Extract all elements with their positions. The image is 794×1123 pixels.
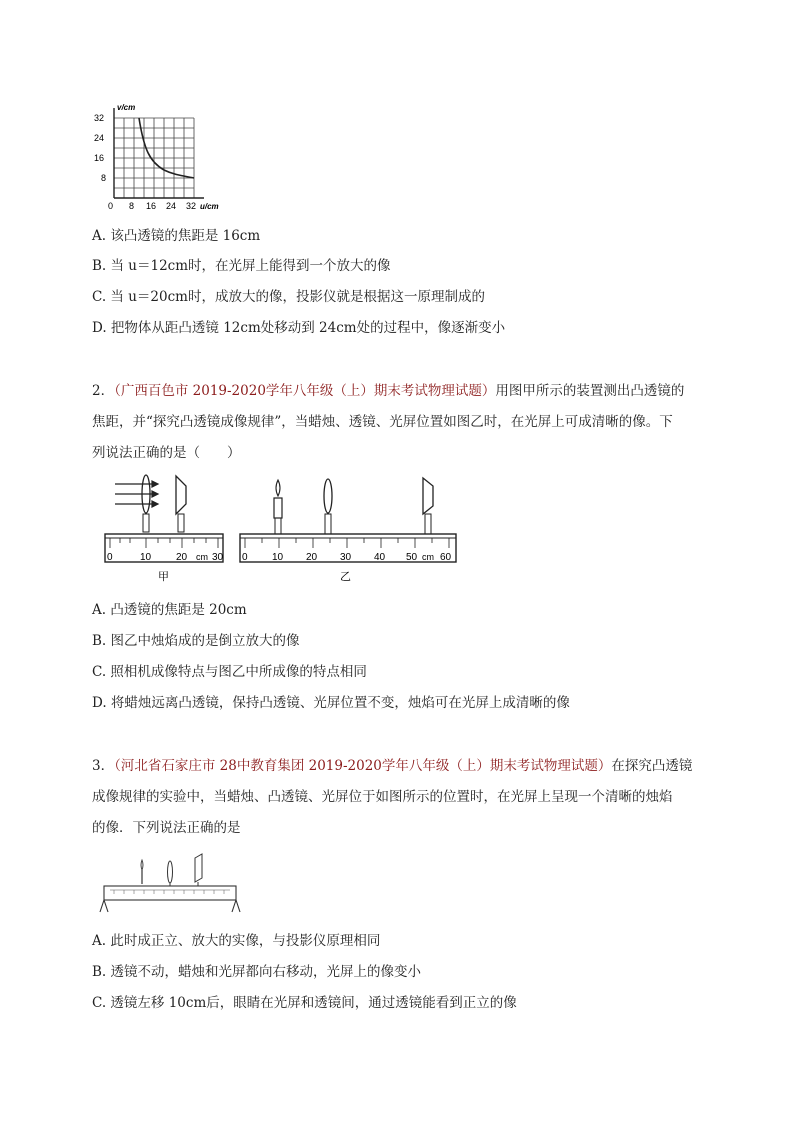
- q3-option-a: A. 此时成正立、放大的实像，与投影仪原理相同: [92, 933, 381, 949]
- convex-lens-icon: [324, 479, 332, 513]
- y-tick: 32: [94, 113, 105, 123]
- x-axis-label: u/cm: [200, 202, 219, 211]
- q1-option-c: C. 当 u＝20cm时，成放大的像，投影仪就是根据这一原理制成的: [92, 289, 485, 305]
- ruler-tick: 30: [340, 552, 352, 563]
- q2-option-b: B. 图乙中烛焰成的是倒立放大的像: [92, 633, 300, 649]
- v-u-graph: [92, 100, 232, 215]
- q2-option-d: D. 将蜡烛远离凸透镜，保持凸透镜、光屏位置不变，烛焰可在光屏上成清晰的像: [92, 695, 570, 711]
- ruler-tick: 10: [272, 552, 284, 563]
- ruler-tick: 20: [306, 552, 318, 563]
- candle-icon: [274, 498, 282, 518]
- q2-stem-line3: 列说法正确的是（ ）: [92, 445, 241, 461]
- q2-option-c: C. 照相机成像特点与图乙中所成像的特点相同: [92, 664, 367, 680]
- ruler-tick: cm: [422, 552, 434, 562]
- q3-option-c: C. 透镜左移 10cm后，眼睛在光屏和透镜间，通过透镜能看到正立的像: [92, 995, 517, 1011]
- ruler-tick: 60: [440, 552, 452, 563]
- y-tick: 24: [94, 133, 105, 143]
- screen-icon: [195, 854, 202, 882]
- flame-icon: [276, 480, 280, 496]
- figure-yi: [240, 478, 456, 583]
- x-tick: 8: [129, 201, 135, 211]
- screen-icon: [176, 476, 186, 514]
- y-tick: 8: [101, 173, 107, 183]
- convex-lens-icon: [168, 861, 173, 883]
- ruler-tick: 20: [176, 552, 188, 563]
- ruler-tick: 10: [140, 552, 152, 563]
- y-axis-label: v/cm: [117, 103, 136, 112]
- q3-stem-line2: 成像规律的实验中，当蜡烛、凸透镜、光屏位于如图所示的位置时，在光屏上呈现一个清晰的烛焰: [92, 789, 673, 805]
- x-tick: 32: [186, 201, 197, 211]
- x-tick: 16: [146, 201, 157, 211]
- x-tick: 0: [108, 201, 114, 211]
- q1-option-d: D. 把物体从距凸透镜 12cm处移动到 24cm处的过程中，像逐渐变小: [92, 320, 506, 336]
- q1-option-a: A. 该凸透镜的焦距是 16cm: [92, 228, 261, 244]
- q3-optical-bench-figure: [96, 850, 246, 915]
- q3-stem-text: 在探究凸透镜: [611, 758, 693, 774]
- q2-stem-line2: 焦距，并“探究凸透镜成像规律”，当蜡烛、透镜、光屏位置如图乙时，在光屏上可成清晰的像。下: [92, 414, 673, 430]
- screen-icon: [423, 478, 433, 514]
- q3-option-b: B. 透镜不动，蜡烛和光屏都向右移动，光屏上的像变小: [92, 964, 422, 980]
- ruler-tick: 30: [212, 552, 224, 563]
- flame-icon: [141, 860, 143, 870]
- q3-source: （河北省石家庄市 28中教育集团 2019-2020学年八年级（上）期末考试物理试题）: [114, 758, 612, 774]
- q2-number: 2．: [92, 383, 115, 399]
- q2-stem-text: 用图甲所示的装置测出凸透镜的: [495, 383, 685, 399]
- ruler-tick: 40: [374, 552, 386, 563]
- q2-source: （广西百色市 2019-2020学年八年级（上）期末考试物理试题）: [114, 383, 496, 399]
- figure-label-jia: 甲: [158, 571, 169, 583]
- q3-stem-line3: 的像．下列说法正确的是: [92, 820, 241, 836]
- ruler-tick: 50: [406, 552, 418, 563]
- ruler-tick: 0: [242, 552, 248, 563]
- figure-label-yi: 乙: [340, 571, 351, 583]
- ruler-tick: 0: [107, 552, 113, 563]
- q2-lens-apparatus-figure: [100, 472, 460, 584]
- q1-option-b: B. 当 u＝12cm时，在光屏上能得到一个放大的像: [92, 258, 391, 274]
- ruler-tick: cm: [196, 552, 208, 562]
- x-tick: 24: [166, 201, 177, 211]
- q3-number: 3．: [92, 758, 115, 774]
- graph-grid: [114, 118, 194, 198]
- figure-jia: [105, 475, 224, 583]
- q2-stem-line1: [92, 382, 684, 400]
- y-tick: 16: [94, 153, 105, 163]
- q3-stem-line1: [92, 757, 692, 775]
- q2-option-a: A. 凸透镜的焦距是 20cm: [92, 602, 247, 618]
